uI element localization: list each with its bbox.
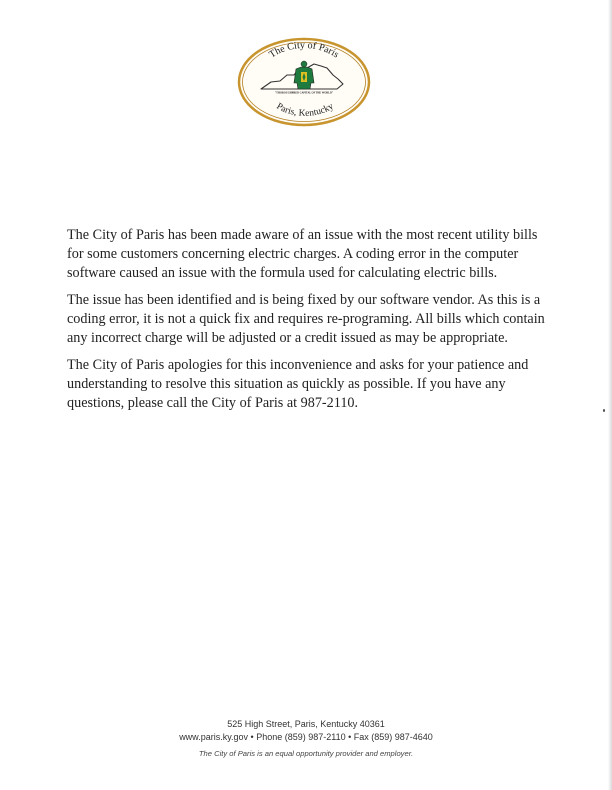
letter-body [67, 226, 547, 421]
city-seal-logo [237, 37, 371, 127]
page-edge-shadow [608, 0, 612, 790]
letter-paragraph: The issue has been identified and is being fixed by our software vendor. As this is a coding error, it is not a quick fix and requires re-programing. All bills which contain any incorrect charge will be adjusted or a credit issued as may be appropriate. [67, 292, 545, 346]
footer-address: 525 High Street, Paris, Kentucky 40361 [227, 719, 385, 729]
scan-speck [603, 409, 605, 412]
letter-paragraph: The City of Paris has been made aware of an issue with the most recent utility bills for some customers concerning electric charges. A coding error in the computer software caused an issue with the formula used for calculating electric bills. [67, 227, 538, 281]
footer-contact: www.paris.ky.gov • Phone (859) 987-2110 • Fax (859) 987-4640 [179, 732, 433, 742]
seal-top-text: The City of Paris [267, 39, 341, 61]
footer-equal-opportunity: The City of Paris is an equal opportunity provider and employer. [198, 749, 414, 758]
letter-footer [0, 718, 612, 760]
seal-motto: "THOROUGHBRED CAPITAL OF THE WORLD" [274, 91, 334, 95]
seal-bottom-text: Paris, Kentucky [274, 101, 336, 119]
letter-paragraph: The City of Paris apologies for this inconvenience and asks for your patience and understanding to resolve this situation as quickly as possible. If you have any questions, please call the City of Paris at 987-2110. [67, 357, 529, 411]
